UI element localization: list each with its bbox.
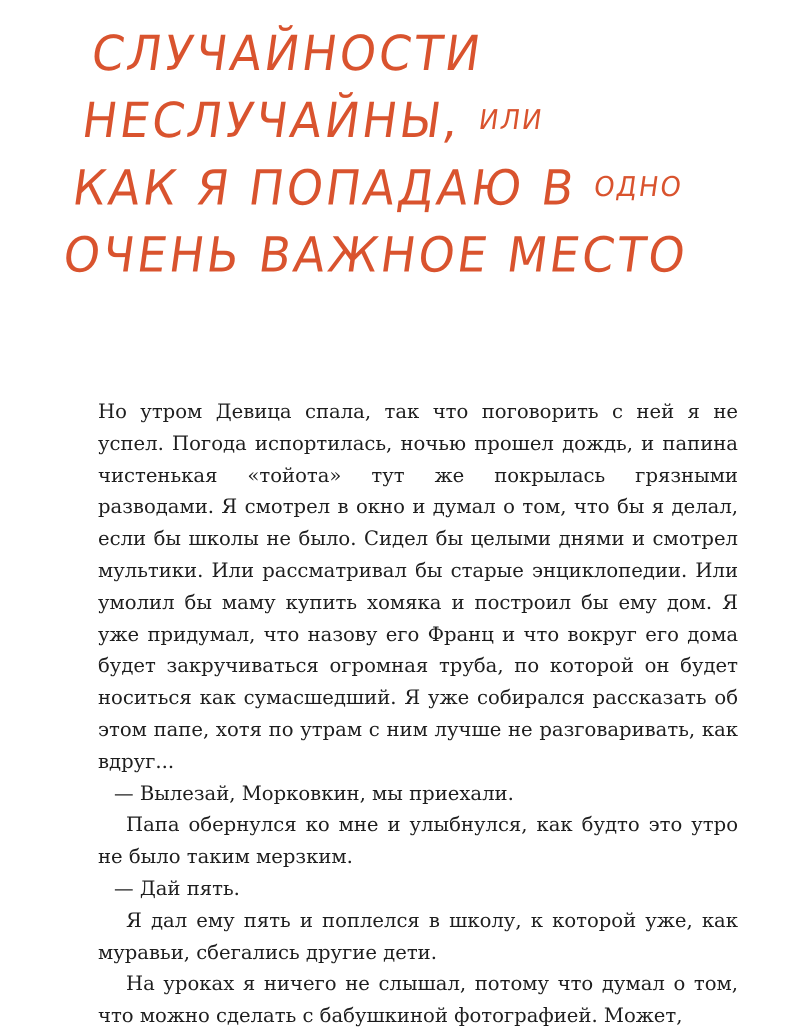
title-line-1: СЛУЧАЙНОСТИ: [88, 24, 487, 82]
paragraph-4: На уроках я ничего не слышал, потому что думал о том, что можно сделать с бабушкиной фотографией. Может,: [98, 972, 738, 1028]
chapter-body: [98, 396, 738, 1032]
paragraph-1: Но утром Девица спала, так что поговорить с ней я не успел. Погода испортилась, ночью прошел дождь, и папина чистенькая «тойота» тут же покрылась грязными разводами. Я смотрел в окно и думал о том, что бы я делал, если бы школы не было. Сидел бы целыми днями и смотрел мультики. Или рассматривал бы старые энциклопедии. Или умолил бы маму купить хомяка и построил бы ему дом. Я уже придумал, что назову его Франц и что вокруг его дома будет закручиваться огромная труба, по которой он будет носиться как сумасшедший. Я уже собирался рассказать об этом папе, хотя по утрам с ним лучше не разговаривать, как вдруг...: [98, 400, 738, 773]
title-line-4: ОЧЕНЬ ВАЖНОЕ МЕСТО: [59, 226, 692, 284]
title-line-2-small: ИЛИ: [476, 104, 546, 137]
title-line-3-small: ОДНО: [591, 171, 686, 204]
title-line-3-main: КАК Я ПОПАДАЮ В: [69, 159, 581, 216]
title-line-3: [69, 154, 738, 221]
title-line-2: [78, 87, 747, 154]
paragraph-3: Я дал ему пять и поплелся в школу, к которой уже, как муравьи, сбегались другие дети.: [98, 908, 738, 964]
title-line-2-main: НЕСЛУЧАЙНЫ,: [78, 92, 466, 149]
paragraph-2: Папа обернулся ко мне и улыбнулся, как будто это утро не было таким мерзким.: [98, 813, 738, 869]
dialog-line-1: — Вылезай, Морковкин, мы приехали.: [114, 781, 514, 805]
chapter-title: [59, 20, 757, 289]
dialog-line-2: — Дай пять.: [114, 876, 240, 900]
